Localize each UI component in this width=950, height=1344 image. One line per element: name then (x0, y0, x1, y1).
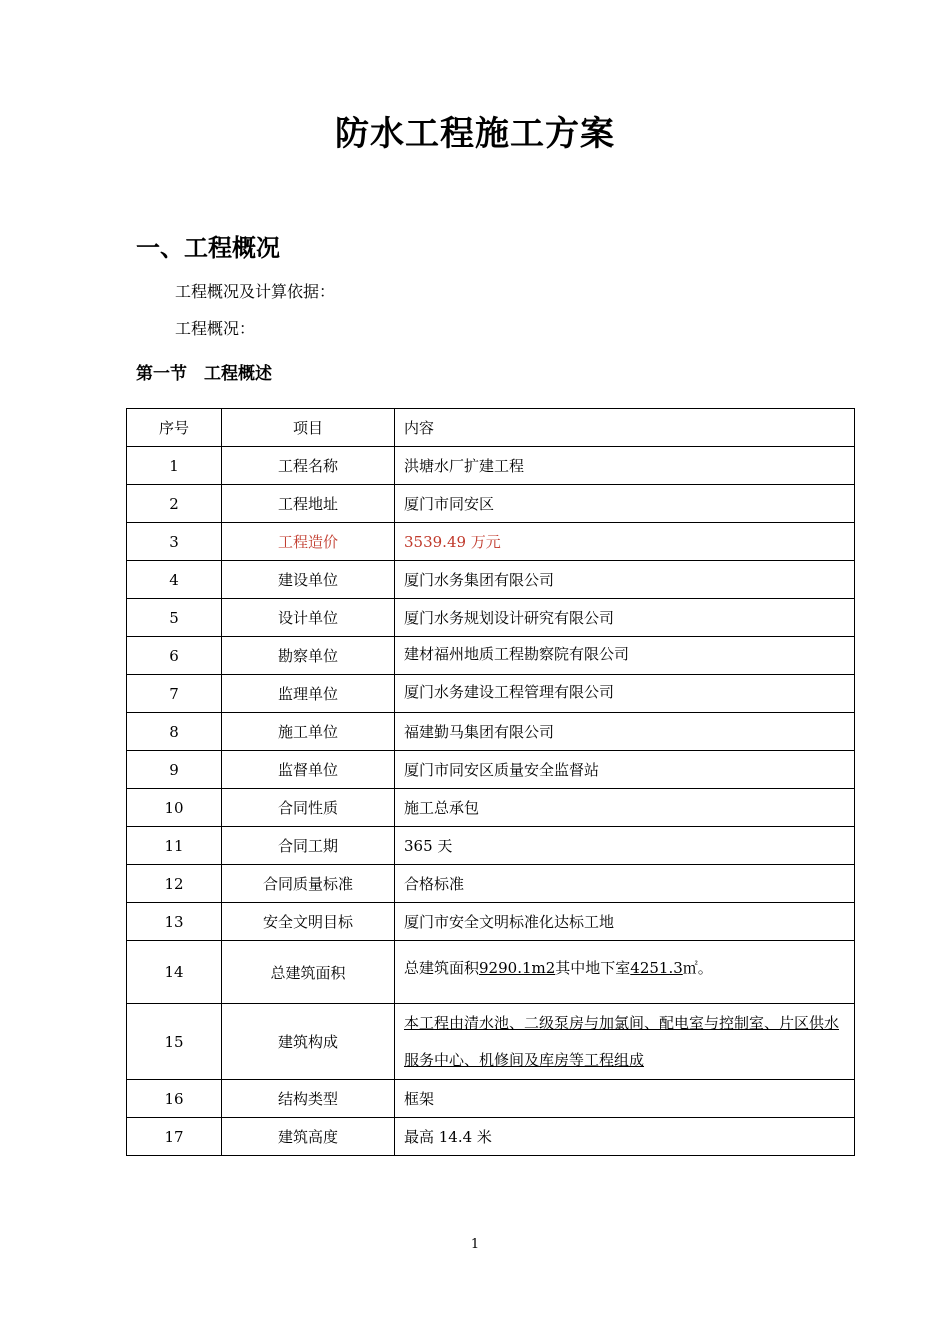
row-no: 2 (127, 485, 222, 523)
row-no: 13 (127, 903, 222, 941)
row-content: 厦门市同安区质量安全监督站 (395, 751, 855, 789)
composition-text: 本工程由清水池、二级泵房与加氯间、配电室与控制室、片区供水服务中心、机修间及库房等工程组成 (404, 1013, 840, 1069)
project-overview-table (126, 408, 855, 1156)
table-row (127, 485, 855, 523)
row-no: 5 (127, 599, 222, 637)
row-no: 9 (127, 751, 222, 789)
row-item: 合同工期 (222, 827, 395, 865)
row-item: 合同质量标准 (222, 865, 395, 903)
section-heading: 一、工程概况 (136, 234, 280, 262)
table-row (127, 675, 855, 713)
table-row (127, 523, 855, 561)
table-row (127, 941, 855, 1004)
row-content: 施工总承包 (395, 789, 855, 827)
row-no: 16 (127, 1080, 222, 1118)
row-item: 结构类型 (222, 1080, 395, 1118)
total-area-value: 9290.1m2 (479, 959, 556, 977)
area-suffix: ㎡。 (682, 959, 713, 977)
row-content: 厦门水务集团有限公司 (395, 561, 855, 599)
row-content-area (395, 941, 855, 1004)
row-content: 福建勤马集团有限公司 (395, 713, 855, 751)
paragraph-basis: 工程概况及计算依据： (175, 282, 336, 301)
row-content: 365 天 (395, 827, 855, 865)
table-row (127, 865, 855, 903)
row-content: 厦门水务建设工程管理有限公司 (395, 675, 855, 713)
row-item: 监理单位 (222, 675, 395, 713)
row-no: 8 (127, 713, 222, 751)
row-no: 10 (127, 789, 222, 827)
area-prefix: 总建筑面积 (404, 959, 480, 977)
row-item: 工程名称 (222, 447, 395, 485)
basement-area-value: 4251.3 (630, 959, 683, 977)
paragraph-overview: 工程概况： (175, 319, 256, 338)
row-no: 12 (127, 865, 222, 903)
document-title: 防水工程施工方案 (335, 114, 615, 154)
row-content-composition (395, 1004, 855, 1080)
row-content: 框架 (395, 1080, 855, 1118)
row-item: 工程地址 (222, 485, 395, 523)
table-row (127, 561, 855, 599)
table-row (127, 751, 855, 789)
subsection-heading: 第一节 工程概述 (136, 364, 272, 384)
header-item: 项目 (222, 409, 395, 447)
row-content: 厦门水务规划设计研究有限公司 (395, 599, 855, 637)
row-item: 勘察单位 (222, 637, 395, 675)
table-row (127, 903, 855, 941)
page-number: 1 (470, 1237, 480, 1252)
row-no: 1 (127, 447, 222, 485)
table-row (127, 599, 855, 637)
table-row (127, 713, 855, 751)
row-item-highlighted: 工程造价 (222, 523, 395, 561)
row-item: 设计单位 (222, 599, 395, 637)
row-no: 14 (127, 941, 222, 1004)
table-row (127, 1080, 855, 1118)
row-content: 厦门市同安区 (395, 485, 855, 523)
row-content: 最高 14.4 米 (395, 1118, 855, 1156)
row-item: 建设单位 (222, 561, 395, 599)
row-item: 安全文明目标 (222, 903, 395, 941)
row-item: 合同性质 (222, 789, 395, 827)
row-item: 总建筑面积 (222, 941, 395, 1004)
row-no: 4 (127, 561, 222, 599)
table-row (127, 1004, 855, 1080)
table-row (127, 637, 855, 675)
row-content-highlighted: 3539.49 万元 (395, 523, 855, 561)
row-no: 6 (127, 637, 222, 675)
table-row (127, 827, 855, 865)
row-item: 建筑高度 (222, 1118, 395, 1156)
row-content: 洪塘水厂扩建工程 (395, 447, 855, 485)
row-no: 11 (127, 827, 222, 865)
row-no: 17 (127, 1118, 222, 1156)
header-content: 内容 (395, 409, 855, 447)
table-header-row (127, 409, 855, 447)
row-content: 建材福州地质工程勘察院有限公司 (395, 637, 855, 675)
table-row (127, 447, 855, 485)
header-no: 序号 (127, 409, 222, 447)
row-item: 施工单位 (222, 713, 395, 751)
area-mid: 其中地下室 (555, 959, 631, 977)
row-item: 监督单位 (222, 751, 395, 789)
row-no: 3 (127, 523, 222, 561)
table-row (127, 1118, 855, 1156)
row-no: 15 (127, 1004, 222, 1080)
row-content: 合格标准 (395, 865, 855, 903)
row-content: 厦门市安全文明标准化达标工地 (395, 903, 855, 941)
row-no: 7 (127, 675, 222, 713)
row-item: 建筑构成 (222, 1004, 395, 1080)
table-row (127, 789, 855, 827)
